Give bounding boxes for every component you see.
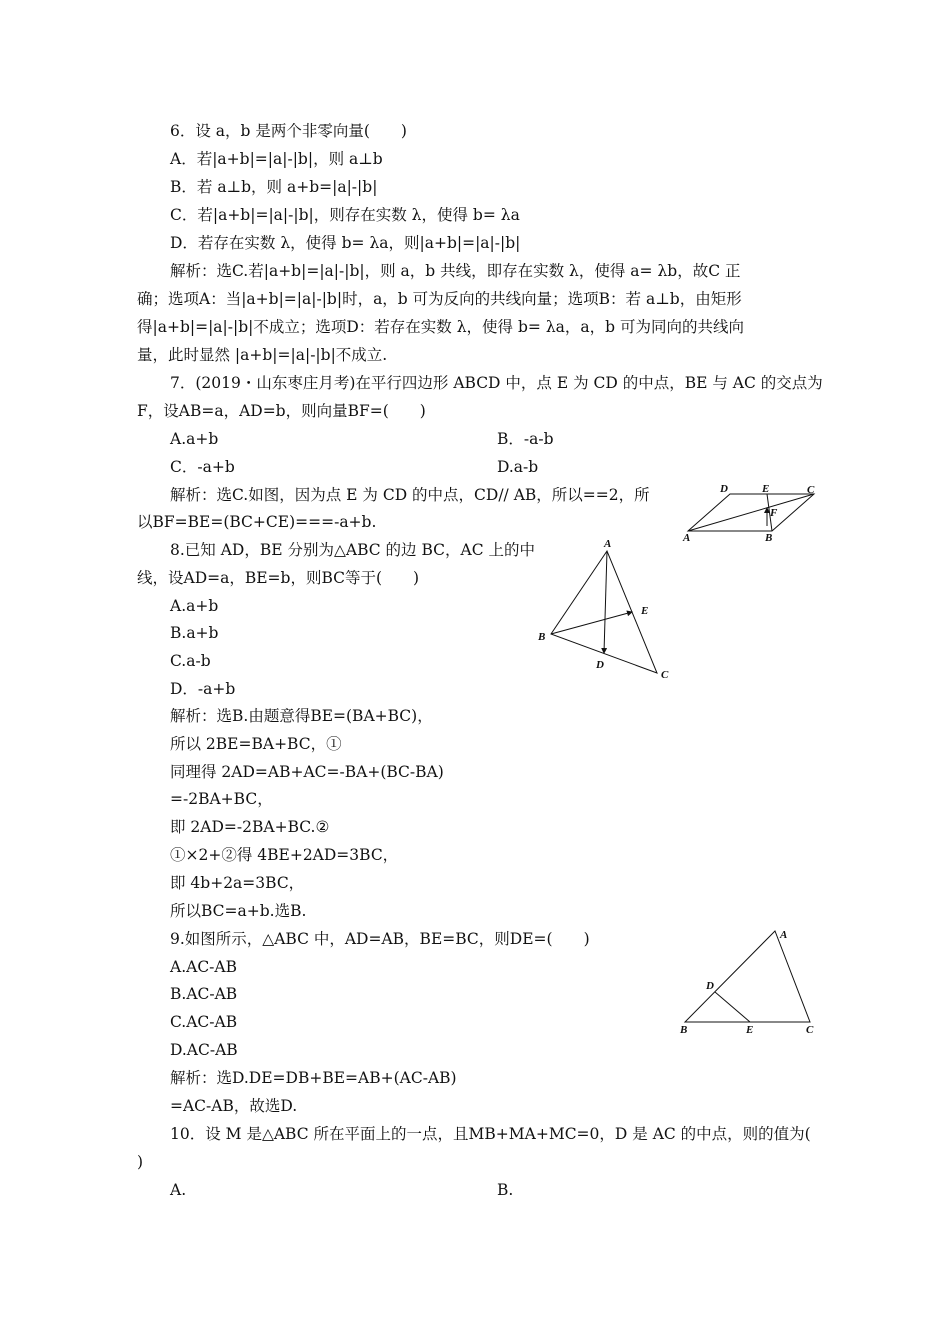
fig3-label-a: A bbox=[780, 929, 788, 941]
q8-analysis-line-8: 所以BC=a+b.选B. bbox=[170, 902, 307, 920]
fig3-label-b: B bbox=[680, 1024, 688, 1036]
q8-option-d: D．-a+b bbox=[170, 680, 236, 698]
q10-stem-line-1: 10．设 M 是△ABC 所在平面上的一点，且MB+MA+MC=0，D 是 AC 的中点，则的值为( bbox=[170, 1125, 811, 1143]
q6-analysis-line-3: 得|a+b|=|a|-|b|不成立；选项D：若存在实数 λ，使得 b= λa，a，b 可为同向的共线向 bbox=[137, 318, 744, 336]
fig1-label-e: E bbox=[762, 483, 770, 495]
median-ad bbox=[604, 551, 607, 653]
q7-stem-line-2: F，设AB=a，AD=b，则向量BF=( ) bbox=[137, 402, 426, 420]
triangle-medians-figure bbox=[535, 537, 685, 682]
q7-analysis-line-2: 以BF=BE=(BC+CE)===-a+b. bbox=[137, 513, 377, 531]
fig2-label-a: A bbox=[604, 538, 612, 550]
fig2-label-c: C bbox=[661, 669, 669, 681]
q8-analysis-line-7: 即 4b+2a=3BC， bbox=[170, 874, 305, 892]
q6-analysis-line-2: 确；选项A：当|a+b|=|a|-|b|时，a，b 可为反向的共线向量；选项B：若 a⊥b，由矩形 bbox=[137, 290, 742, 308]
fig3-label-e: E bbox=[746, 1024, 754, 1036]
triangle-abc-outline-2 bbox=[685, 931, 810, 1022]
q7-option-b: B．-a-b bbox=[497, 430, 554, 448]
parallelogram-figure bbox=[680, 482, 820, 542]
q8-stem-line-1: 8.已知 AD，BE 分别为△ABC 的边 BC，AC 上的中 bbox=[170, 541, 535, 559]
fig1-label-f: F bbox=[770, 507, 778, 519]
q9-option-b: B.AC-AB bbox=[170, 985, 238, 1003]
q8-option-b: B.a+b bbox=[170, 624, 219, 642]
q7-option-a: A.a+b bbox=[170, 430, 219, 448]
q8-analysis-line-1: 解析：选B.由题意得BE=(BA+BC)， bbox=[170, 707, 433, 725]
q6-analysis-line-4: 量，此时显然 |a+b|=|a|-|b|不成立. bbox=[137, 346, 388, 364]
q9-analysis-line-2: =AC-AB，故选D. bbox=[170, 1097, 298, 1115]
q6-stem: 6．设 a，b 是两个非零向量( ) bbox=[170, 122, 407, 140]
q9-analysis-line-1: 解析：选D.DE=DB+BE=AB+(AC-AB) bbox=[170, 1069, 457, 1087]
triangle-de-figure bbox=[675, 925, 820, 1035]
q9-option-a: A.AC-AB bbox=[170, 958, 237, 976]
q10-option-b: B. bbox=[497, 1181, 514, 1199]
q8-option-a: A.a+b bbox=[170, 597, 219, 615]
q8-option-c: C.a-b bbox=[170, 652, 211, 670]
q7-option-d: D.a-b bbox=[497, 458, 539, 476]
fig2-label-e: E bbox=[641, 605, 649, 617]
segment-de bbox=[715, 992, 750, 1022]
q8-analysis-line-2: 所以 2BE=BA+BC，① bbox=[170, 735, 342, 753]
q6-analysis-line-1: 解析：选C.若|a+b|=|a|-|b|，则 a，b 共线，即存在实数 λ，使得 a= λb，故C 正 bbox=[170, 262, 741, 280]
q8-analysis-line-4: =-2BA+BC， bbox=[170, 790, 273, 808]
q8-analysis-line-5: 即 2AD=-2BA+BC.② bbox=[170, 818, 330, 836]
q9-stem: 9.如图所示，△ABC 中，AD=AB，BE=BC，则DE=( ) bbox=[170, 930, 590, 948]
fig1-label-d: D bbox=[720, 483, 728, 495]
q10-stem-line-2: ) bbox=[137, 1153, 144, 1171]
q6-option-c: C．若|a+b|=|a|-|b|，则存在实数 λ，使得 b= λa bbox=[170, 206, 520, 224]
fig1-label-c: C bbox=[807, 484, 815, 496]
q7-stem-line-1: 7．(2019・山东枣庄月考)在平行四边形 ABCD 中，点 E 为 CD 的中点，BE 与 AC 的交点为 bbox=[170, 374, 823, 392]
fig2-label-d: D bbox=[596, 659, 604, 671]
q6-option-d: D．若存在实数 λ，使得 b= λa，则|a+b|=|a|-|b| bbox=[170, 234, 521, 252]
fig1-label-b: B bbox=[765, 532, 773, 544]
q9-option-d: D.AC-AB bbox=[170, 1041, 238, 1059]
q7-option-c: C．-a+b bbox=[170, 458, 235, 476]
q8-analysis-line-6: ①×2+②得 4BE+2AD=3BC， bbox=[170, 846, 399, 864]
q9-option-c: C.AC-AB bbox=[170, 1013, 238, 1031]
q6-option-a: A．若|a+b|=|a|-|b|，则 a⊥b bbox=[170, 150, 383, 168]
q8-stem-line-2: 线，设AD=a，BE=b，则BC等于( ) bbox=[137, 569, 420, 587]
q7-analysis-line-1: 解析：选C.如图，因为点 E 为 CD 的中点，CD// AB，所以==2，所 bbox=[170, 486, 650, 504]
q10-option-a: A. bbox=[170, 1181, 187, 1199]
fig2-label-b: B bbox=[538, 631, 546, 643]
q8-analysis-line-3: 同理得 2AD=AB+AC=-BA+(BC-BA) bbox=[170, 763, 444, 781]
fig3-label-d: D bbox=[706, 980, 714, 992]
fig1-label-a: A bbox=[683, 532, 691, 544]
diagonal-ac bbox=[688, 494, 814, 531]
q6-option-b: B．若 a⊥b，则 a+b=|a|-|b| bbox=[170, 178, 378, 196]
fig3-label-c: C bbox=[806, 1024, 814, 1036]
